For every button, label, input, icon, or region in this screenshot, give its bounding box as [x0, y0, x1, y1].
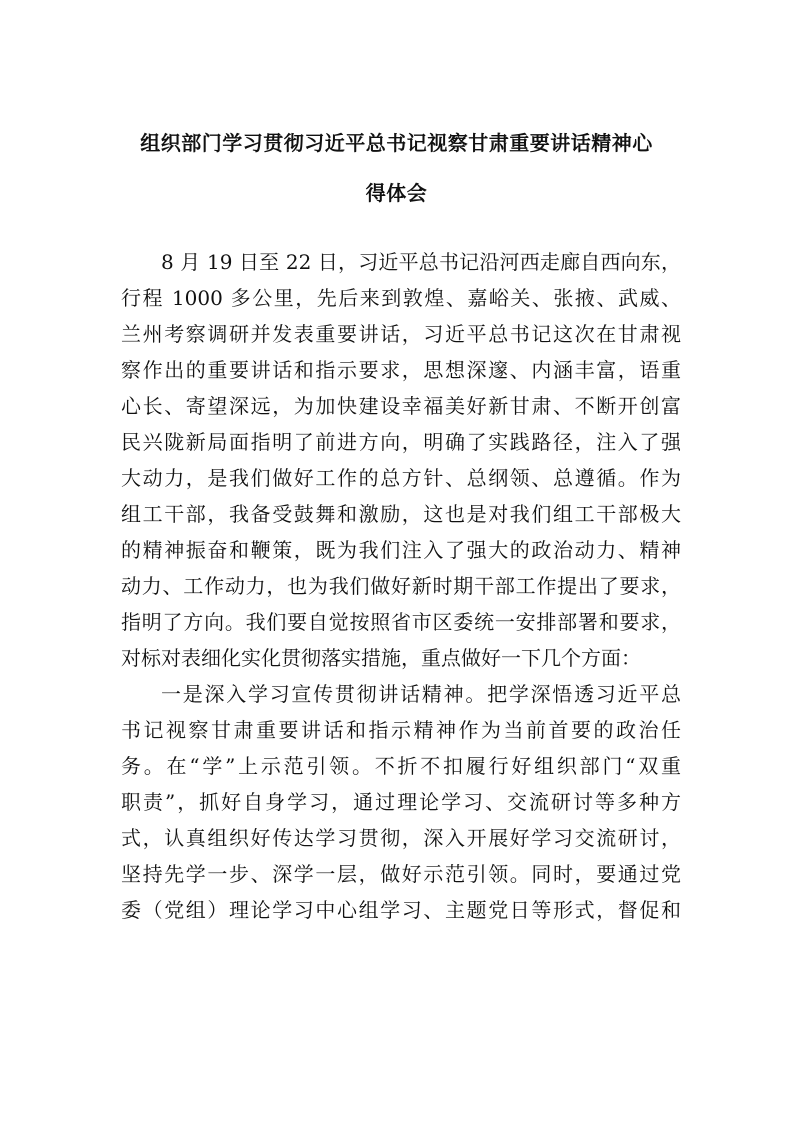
- paragraph-1-line-10: 动力、工作动力，也为我们做好新时期干部工作提出了要求，: [121, 574, 681, 598]
- paragraph-2-line-6: 坚持先学一步、深学一层，做好示范引领。同时，要通过党: [121, 862, 681, 886]
- paragraph-1-line-12: 对标对表细化实化贯彻落实措施，重点做好一下几个方面：: [121, 646, 641, 670]
- paragraph-2-line-2: 书记视察甘肃重要讲话和指示精神作为当前首要的政治任: [121, 718, 681, 742]
- paragraph-1-line-2: 行程 1000 多公里，先后来到敦煌、嘉峪关、张掖、武威、: [121, 286, 681, 310]
- paragraph-1-line-11: 指明了方向。我们要自觉按照省市区委统一安排部署和要求，: [121, 610, 681, 634]
- document-title-line-2: 得体会: [365, 181, 428, 205]
- paragraph-1-line-6: 民兴陇新局面指明了前进方向，明确了实践路径，注入了强: [121, 430, 681, 454]
- paragraph-2-line-1: 一是深入学习宣传贯彻讲话精神。把学深悟透习近平总: [161, 682, 681, 706]
- paragraph-1-line-7: 大动力，是我们做好工作的总方针、总纲领、总遵循。作为: [121, 466, 681, 490]
- paragraph-1-line-8: 组工干部，我备受鼓舞和激励，这也是对我们组工干部极大: [121, 502, 681, 526]
- paragraph-1-line-4: 察作出的重要讲话和指示要求，思想深邃、内涵丰富，语重: [121, 358, 681, 382]
- paragraph-2-line-5: 式，认真组织好传达学习贯彻，深入开展好学习交流研讨，: [121, 826, 681, 850]
- paragraph-1-line-9: 的精神振奋和鞭策，既为我们注入了强大的政治动力、精神: [121, 538, 681, 562]
- paragraph-2-line-7: 委（党组）理论学习中心组学习、主题党日等形式，督促和: [121, 898, 681, 922]
- paragraph-2-line-3: 务。在“学”上示范引领。不折不扣履行好组织部门“双重: [121, 754, 681, 778]
- paragraph-2-line-4: 职责”，抓好自身学习，通过理论学习、交流研讨等多种方: [121, 790, 681, 814]
- paragraph-1-line-3: 兰州考察调研并发表重要讲话，习近平总书记这次在甘肃视: [121, 322, 681, 346]
- document-title-line-1: 组织部门学习贯彻习近平总书记视察甘肃重要讲话精神心: [140, 131, 653, 155]
- paragraph-1-line-5: 心长、寄望深远，为加快建设幸福美好新甘肃、不断开创富: [121, 394, 681, 418]
- paragraph-1-line-1: 8 月 19 日至 22 日，习近平总书记沿河西走廊自西向东，: [161, 250, 681, 274]
